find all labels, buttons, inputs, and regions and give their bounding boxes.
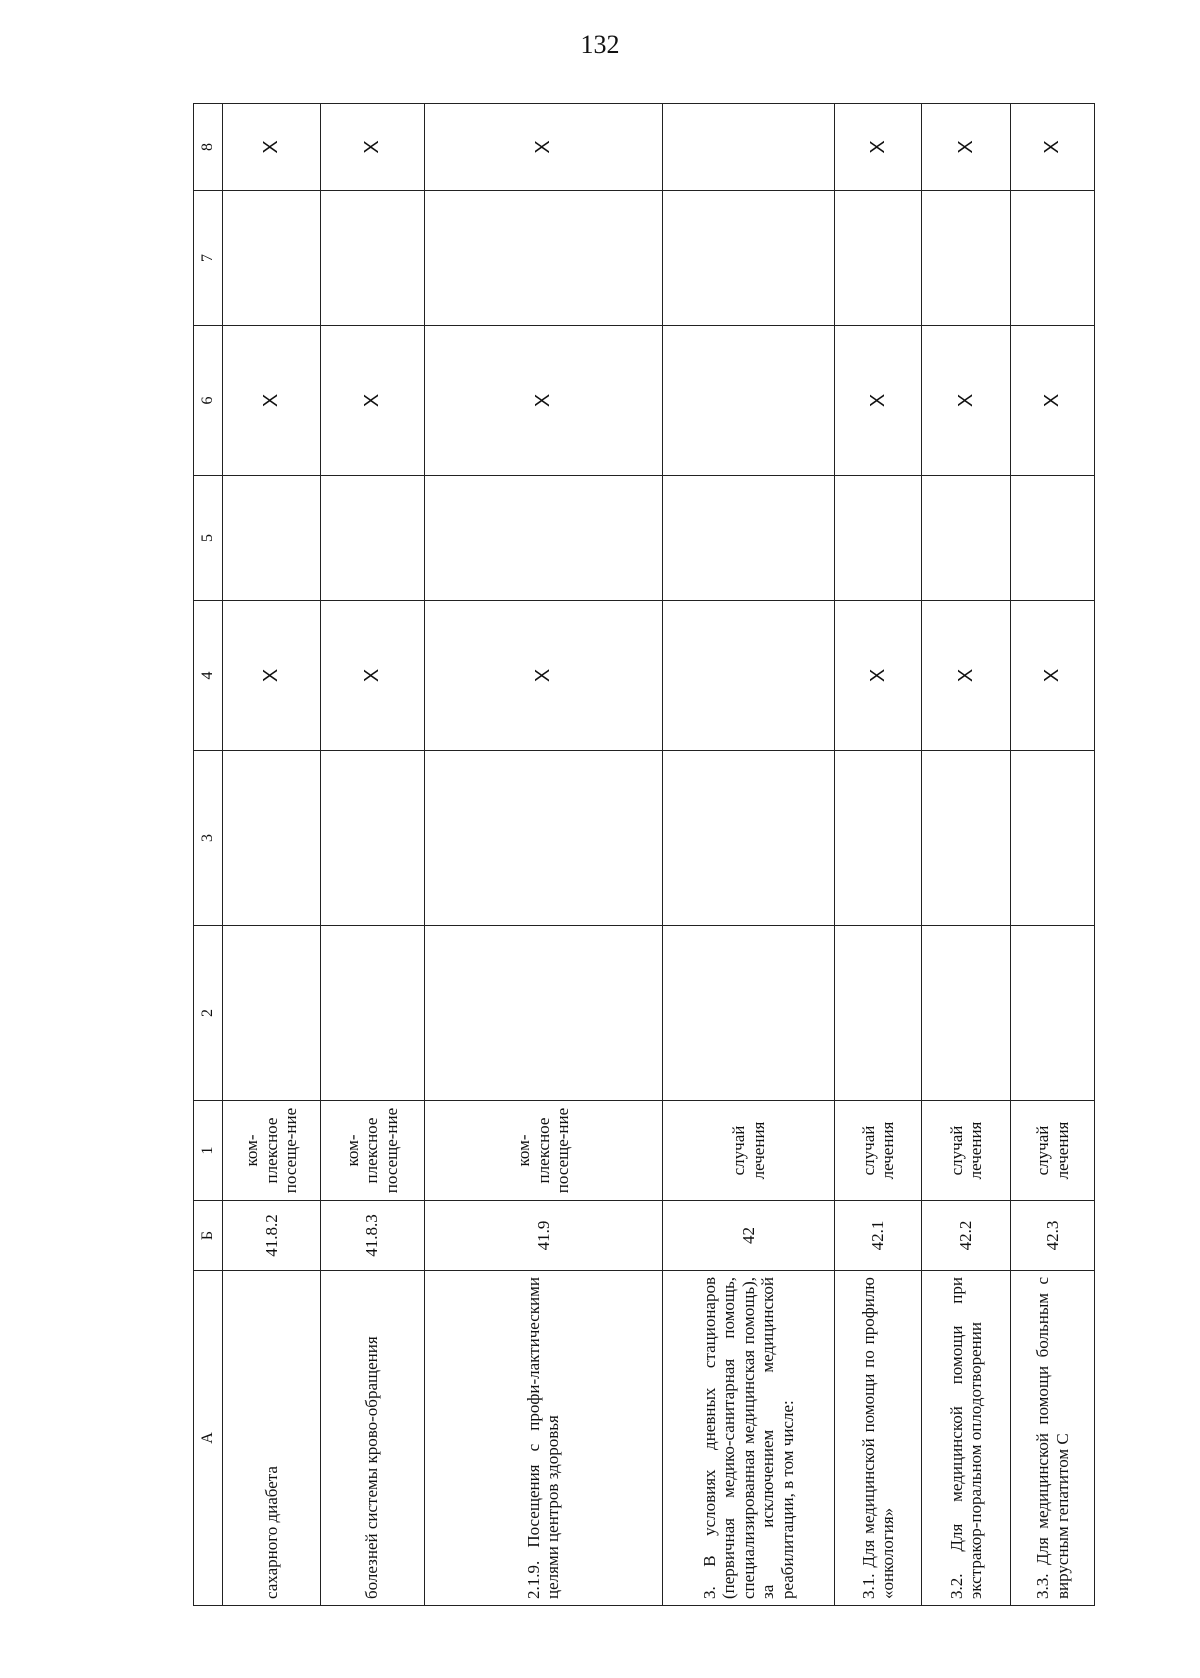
cell-unit: случай лечения [835,1101,922,1201]
cell-col-7 [922,191,1011,326]
cell-col-7 [663,191,835,326]
cell-col-4 [663,601,835,751]
table-row [835,104,922,1606]
page-number: 132 [580,30,620,59]
cell-row-number: 42.2 [922,1201,1011,1271]
cell-col-4: Х [424,601,663,751]
cell-row-number: 42.1 [835,1201,922,1271]
cell-row-number: 42 [663,1201,835,1271]
cell-col-2 [1011,926,1095,1101]
cell-col-3 [922,751,1011,926]
cell-indicator: 3. В условиях дневных стационаров (первичная медико-санитарная помощь, специализированная медицинская помощь), за исключением медицинской реабилитации, в том числе: [663,1271,835,1606]
cell-col-3 [223,751,321,926]
table-row [424,104,663,1606]
cell-row-number: 41.8.2 [223,1201,321,1271]
header-cell-7: 7 [194,191,223,326]
header-cell-8: 8 [194,104,223,191]
cell-col-2 [424,926,663,1101]
cell-col-6: Х [424,326,663,476]
cell-col-6: Х [1011,326,1095,476]
header-cell-6: 6 [194,326,223,476]
cell-col-7 [1011,191,1095,326]
header-cell-1: 1 [194,1101,223,1201]
cell-indicator: сахарного диабета [223,1271,321,1606]
cell-col-4: Х [223,601,321,751]
cell-col-5 [223,476,321,601]
cell-row-number: 41.9 [424,1201,663,1271]
cell-col-5 [320,476,424,601]
cell-col-8: Х [922,104,1011,191]
rotated-table-frame [193,104,1095,1606]
cell-col-3 [835,751,922,926]
cell-col-3 [424,751,663,926]
header-cell-3: 3 [194,751,223,926]
cell-row-number: 41.8.3 [320,1201,424,1271]
table-row [1011,104,1095,1606]
cell-col-8: Х [424,104,663,191]
cell-col-5 [424,476,663,601]
header-row [194,104,223,1606]
data-table [193,103,1095,1606]
cell-unit: случай лечения [922,1101,1011,1201]
cell-unit: ком-плексное посеще-ние [320,1101,424,1201]
cell-col-5 [835,476,922,601]
cell-col-7 [223,191,321,326]
cell-unit: ком-плексное посеще-ние [424,1101,663,1201]
cell-col-5 [922,476,1011,601]
cell-row-number: 42.3 [1011,1201,1095,1271]
cell-col-8: Х [1011,104,1095,191]
cell-col-6: Х [835,326,922,476]
cell-col-2 [663,926,835,1101]
cell-unit: случай лечения [1011,1101,1095,1201]
cell-col-3 [1011,751,1095,926]
cell-unit: случай лечения [663,1101,835,1201]
table-row [320,104,424,1606]
cell-indicator: 3.2. Для медицинской помощи при экстракор-поральном оплодотворении [922,1271,1011,1606]
cell-col-4: Х [320,601,424,751]
cell-indicator: 3.3. Для медицинской помощи больным с вирусным гепатитом С [1011,1271,1095,1606]
cell-col-4: Х [922,601,1011,751]
cell-col-2 [922,926,1011,1101]
table-area [193,104,1095,1606]
cell-col-2 [835,926,922,1101]
cell-indicator: 3.1. Для медицинской помощи по профилю «онкология» [835,1271,922,1606]
table-row [663,104,835,1606]
cell-indicator: 2.1.9. Посещения с профи-лактическими целями центров здоровья [424,1271,663,1606]
cell-col-7 [835,191,922,326]
cell-col-5 [1011,476,1095,601]
cell-col-3 [320,751,424,926]
cell-col-5 [663,476,835,601]
cell-col-8: Х [320,104,424,191]
cell-col-6: Х [320,326,424,476]
cell-col-8 [663,104,835,191]
cell-col-8: Х [223,104,321,191]
header-cell-4: 4 [194,601,223,751]
cell-col-6 [663,326,835,476]
cell-col-2 [223,926,321,1101]
cell-col-4: Х [1011,601,1095,751]
cell-col-7 [424,191,663,326]
cell-col-4: Х [835,601,922,751]
cell-col-8: Х [835,104,922,191]
header-cell-2: 2 [194,926,223,1101]
header-cell-5: 5 [194,476,223,601]
cell-col-3 [663,751,835,926]
cell-col-6: Х [922,326,1011,476]
cell-col-6: Х [223,326,321,476]
header-cell-a: А [194,1271,223,1606]
cell-unit: ком-плексное посеще-ние [223,1101,321,1201]
cell-indicator: болезней системы крово-обращения [320,1271,424,1606]
cell-col-7 [320,191,424,326]
table-row [223,104,321,1606]
table-row [922,104,1011,1606]
header-cell-b: Б [194,1201,223,1271]
cell-col-2 [320,926,424,1101]
